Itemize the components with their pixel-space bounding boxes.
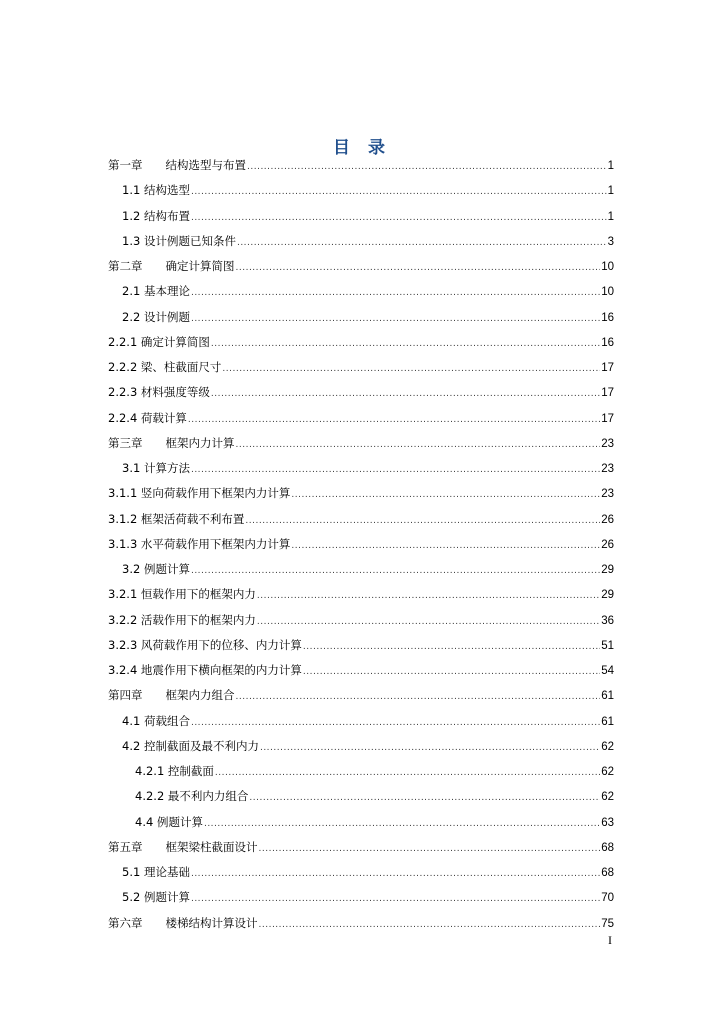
toc-entry[interactable] (108, 204, 614, 229)
dot-leader (249, 786, 600, 811)
toc-entry-label: 1.3 设计例题已知条件 (122, 233, 236, 248)
toc-entry-page: 36 (601, 614, 614, 627)
toc-entry-label: 4.1 荷载组合 (122, 713, 190, 728)
dot-leader (257, 584, 600, 609)
toc-entry-label: 2.2.2 梁、柱截面尺寸 (108, 360, 222, 374)
toc-entry[interactable] (108, 330, 614, 355)
dot-leader (236, 685, 601, 710)
toc-entry[interactable] (108, 633, 614, 658)
toc-entry[interactable] (108, 810, 614, 835)
toc-entry-page: 23 (601, 463, 614, 475)
toc-entry-page: 29 (601, 589, 614, 602)
dot-leader (191, 180, 607, 205)
toc-entry[interactable] (108, 683, 614, 708)
toc-entry-page: 26 (601, 513, 614, 526)
toc-entry-label: 2.2.3 材料强度等级 (108, 385, 210, 400)
dot-leader (303, 660, 600, 685)
toc-entry-label: 3.1.2 框架活荷载不利布置 (108, 511, 245, 526)
toc-entry-page: 23 (601, 488, 614, 501)
dot-leader (191, 559, 600, 584)
toc-entry-page: 70 (601, 892, 614, 905)
toc-entry-page: 10 (601, 286, 614, 299)
toc-entry-label: 3.2.1 恒载作用下的框架内力 (108, 587, 256, 602)
toc-entry-page: 16 (601, 336, 614, 349)
toc-entry-label: 4.4 例题计算 (135, 814, 203, 829)
toc-entry[interactable] (108, 178, 614, 203)
toc-entry-page: 68 (601, 867, 614, 879)
toc-entry-page: 61 (601, 715, 614, 728)
toc-entry[interactable] (108, 279, 614, 304)
toc-entry[interactable] (108, 481, 614, 506)
toc-entry-page: 54 (601, 665, 614, 677)
toc-entry[interactable] (108, 229, 614, 254)
dot-leader (215, 761, 600, 786)
dot-leader (191, 206, 607, 231)
toc-entry-page: 29 (601, 564, 614, 576)
toc-entry-label: 2.2.4 荷载计算 (108, 410, 187, 425)
toc-entry[interactable] (108, 532, 614, 557)
toc-entry-label: 5.2 例题计算 (122, 890, 190, 905)
toc-entry-page: 17 (601, 412, 614, 425)
toc-entry[interactable] (108, 658, 614, 683)
toc-entry-page: 1 (607, 160, 614, 172)
dot-leader (257, 610, 600, 635)
dot-leader (191, 281, 600, 306)
toc-entry-page: 62 (601, 791, 614, 804)
toc-entry[interactable] (108, 885, 614, 910)
toc-entry[interactable] (108, 456, 614, 481)
toc-entry-label: 第三章 框架内力计算 (108, 435, 235, 450)
toc-entry[interactable] (108, 380, 614, 405)
dot-leader (191, 711, 600, 736)
dot-leader (191, 307, 600, 332)
toc-entry[interactable] (108, 709, 614, 734)
toc-entry[interactable] (108, 305, 614, 330)
dot-leader (222, 357, 600, 382)
toc-entry-label: 3.1.3 水平荷载作用下框架内力计算 (108, 536, 291, 551)
dot-leader (204, 812, 600, 837)
toc-entry-label: 第二章 确定计算简图 (108, 259, 235, 273)
toc-entry-page: 1 (607, 185, 614, 198)
toc-entry-page: 17 (601, 362, 614, 374)
toc-entry-label: 5.1 理论基础 (122, 865, 190, 879)
dot-leader (236, 433, 601, 458)
dot-leader (191, 887, 600, 912)
toc-entry-page: 10 (601, 261, 614, 273)
toc-entry[interactable] (108, 582, 614, 607)
dot-leader (260, 736, 600, 761)
toc-entry-label: 2.2.1 确定计算简图 (108, 334, 210, 349)
toc-entry-label: 第六章 楼梯结构计算设计 (108, 915, 258, 930)
toc-title: 目 录 (333, 138, 391, 158)
toc-entry[interactable] (108, 911, 614, 936)
toc-entry[interactable] (108, 608, 614, 633)
toc-entry-label: 4.2 控制截面及最不利内力 (122, 738, 259, 753)
toc-entry-label: 3.1 计算方法 (122, 461, 190, 475)
page-number-footer: I (608, 933, 612, 947)
dot-leader (191, 458, 600, 483)
toc-entry-label: 2.1 基本理论 (122, 284, 190, 299)
toc-entry-label: 1.2 结构布置 (122, 208, 190, 223)
toc-entry[interactable] (108, 355, 614, 380)
toc-entry-label: 第五章 框架梁柱截面设计 (108, 839, 258, 854)
dot-leader (237, 231, 607, 256)
toc-entry-label: 第四章 框架内力组合 (108, 688, 235, 703)
toc-entry-page: 75 (601, 917, 614, 930)
dot-leader (188, 408, 600, 433)
toc-entry[interactable] (108, 835, 614, 860)
dot-leader (303, 635, 600, 660)
toc-entry-label: 3.2.4 地震作用下横向框架的内力计算 (108, 663, 302, 677)
toc-entry-label: 3.1.1 竖向荷载作用下框架内力计算 (108, 486, 291, 501)
dot-leader (291, 534, 600, 559)
toc-entry[interactable] (108, 507, 614, 532)
toc-entry-page: 1 (607, 210, 614, 223)
toc-entry-label: 2.2 设计例题 (122, 309, 190, 324)
dot-leader (247, 155, 607, 180)
dot-leader (245, 509, 600, 534)
toc-entry-label: 3.2.2 活载作用下的框架内力 (108, 612, 256, 627)
dot-leader (191, 862, 600, 887)
toc-entry-label: 4.2.1 控制截面 (135, 764, 214, 778)
toc-entry-page: 68 (601, 841, 614, 854)
toc-entry-page: 62 (601, 740, 614, 753)
dot-leader (236, 256, 601, 281)
toc-entry-page: 51 (601, 639, 614, 652)
toc-entry[interactable] (108, 431, 614, 456)
toc-entry[interactable] (108, 860, 614, 885)
toc-entry-label: 3.2.3 风荷载作用下的位移、内力计算 (108, 637, 302, 652)
toc-entry-page: 23 (601, 437, 614, 450)
toc-entry[interactable] (108, 153, 614, 178)
toc-entry[interactable] (108, 734, 614, 759)
toc-entry[interactable] (108, 254, 614, 279)
dot-leader (259, 837, 601, 862)
toc-entry-page: 17 (601, 387, 614, 400)
dot-leader (291, 483, 600, 508)
toc-entry[interactable] (108, 557, 614, 582)
toc-entry[interactable] (108, 784, 614, 809)
toc-entry-label: 3.2 例题计算 (122, 562, 190, 576)
toc-entry-label: 1.1 结构选型 (122, 183, 190, 198)
dot-leader (211, 332, 600, 357)
toc-entry-label: 第一章 结构选型与布置 (108, 158, 246, 172)
dot-leader (211, 382, 600, 407)
toc-entry-page: 61 (601, 690, 614, 703)
toc-list (108, 153, 614, 936)
toc-entry-page: 62 (601, 766, 614, 778)
toc-entry-page: 63 (601, 816, 614, 829)
toc-entry-page: 26 (601, 538, 614, 551)
toc-entry[interactable] (108, 406, 614, 431)
dot-leader (259, 913, 601, 938)
toc-entry-page: 3 (607, 235, 614, 248)
toc-entry-label: 4.2.2 最不利内力组合 (135, 789, 249, 804)
toc-entry[interactable] (108, 759, 614, 784)
toc-entry-page: 16 (601, 311, 614, 324)
